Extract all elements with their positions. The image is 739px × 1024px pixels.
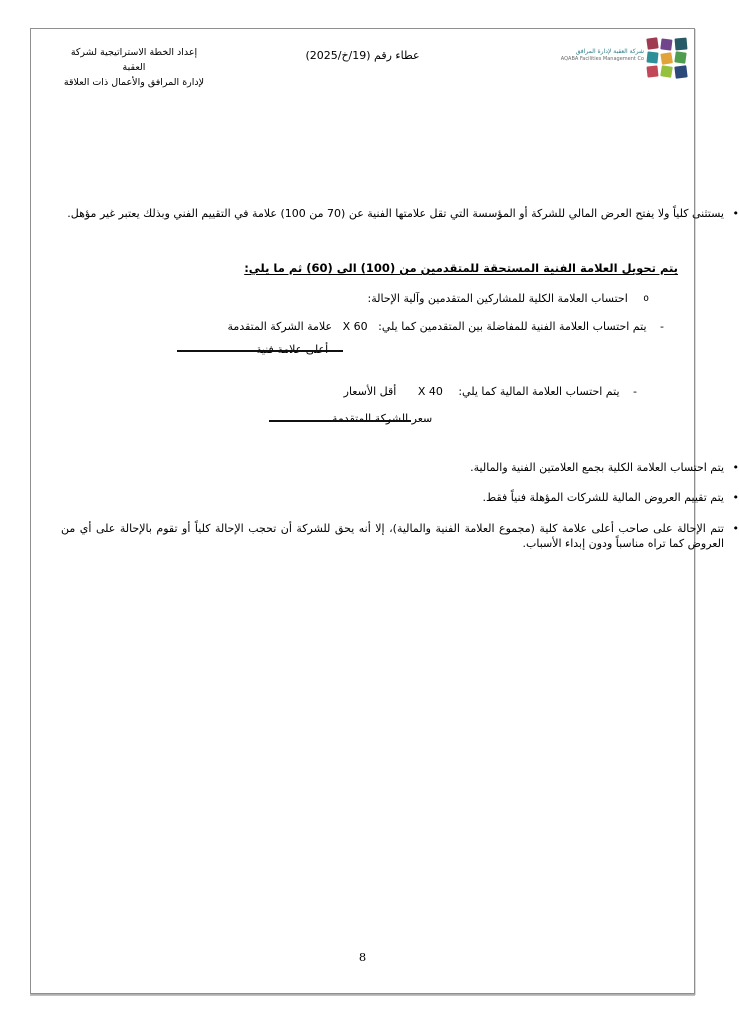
tender-number: عطاء رقم (19/خ/2025) xyxy=(305,49,420,62)
logo-squares-icon xyxy=(647,38,688,79)
logo-square xyxy=(674,37,687,50)
dash-bullet-icon: - xyxy=(633,385,637,398)
closing-bullet-financial-eval xyxy=(61,490,739,506)
exclusion-note-text: يستثنى كلياً ولا يفتح العرض المالي للشركة أو المؤسسة التي تقل علامتها الفنية عن (70 من 100) علامة في التقييم الفني وبذلك يعتبر غير مؤهل. xyxy=(67,207,724,220)
project-title-line2: لإدارة المرافق والأعمال ذات العلاقة xyxy=(63,77,205,88)
financial-formula-numerator: أقل الأسعار xyxy=(343,385,397,398)
total-score-sub-item xyxy=(61,291,649,308)
logo-square xyxy=(646,51,658,63)
financial-formula-denominator: سعر الشركة المتقدمة xyxy=(332,412,433,425)
bullet-icon: • xyxy=(732,491,739,504)
closing-bullet-award-text: تتم الإحالة على صاحب أعلى علامة كلية (مجموع العلامة الفنية والمالية)، إلا أنه يحق للشركة أن تحجب الإحالة كلياً أو تقوم بالإحالة على أي من العروض كما تراه مناسباً ودون إبداء الأسباب. xyxy=(61,521,724,550)
closing-bullet-total-text: يتم احتساب العلامة الكلية بجمع العلامتين الفنية والمالية. xyxy=(470,460,724,474)
closing-bullet-award xyxy=(61,521,739,552)
page-number: 8 xyxy=(358,950,367,964)
logo-square xyxy=(660,65,673,78)
logo-square xyxy=(646,65,658,77)
conversion-heading: يتم تحويل العلامة الفنية المستحقة للمتقدمين من (100) الى (60) ثم ما يلي: xyxy=(244,261,678,275)
company-logo xyxy=(561,38,688,79)
financial-formula-multiplier: X 40 xyxy=(417,385,443,398)
logo-square xyxy=(660,52,673,65)
technical-formula-line xyxy=(61,319,664,335)
technical-formula-numerator: علامة الشركة المتقدمة xyxy=(227,320,333,333)
company-logo-names xyxy=(561,48,644,62)
technical-formula-denominator: أعلى علامة فنية xyxy=(256,343,329,356)
circle-bullet-icon: o xyxy=(643,293,649,304)
technical-formula-multiplier: X 60 xyxy=(342,320,368,333)
closing-bullet-financial-eval-text: يتم تقييم العروض المالية للشركات المؤهلة فنياً فقط. xyxy=(482,491,724,504)
logo-square xyxy=(674,65,687,78)
bullet-icon: • xyxy=(732,521,739,535)
financial-formula-line xyxy=(61,384,637,400)
company-name-english: AQABA Facilities Management Co xyxy=(560,56,644,62)
bullet-icon: • xyxy=(732,207,739,220)
bullet-icon: • xyxy=(732,460,739,474)
dash-bullet-icon: - xyxy=(660,320,664,333)
company-name-arabic: شركة العقبة لإدارة المرافق xyxy=(575,48,644,55)
document-page xyxy=(30,28,739,994)
financial-formula-label: يتم احتساب العلامة المالية كما يلي: xyxy=(458,385,620,398)
technical-formula-fraction-bar xyxy=(177,350,343,352)
project-title-line1: إعداد الخطة الاستراتيجية لشركة العقبة xyxy=(70,47,198,73)
logo-square xyxy=(674,51,686,63)
closing-bullet-total xyxy=(61,460,739,476)
total-score-sub-item-text: احتساب العلامة الكلية للمشاركين المتقدمين وآلية الإحالة: xyxy=(367,292,628,305)
logo-square xyxy=(660,38,672,50)
exclusion-note-paragraph xyxy=(61,206,739,222)
financial-formula-fraction-bar xyxy=(269,420,411,422)
technical-formula-label: يتم احتساب العلامة الفنية للمفاضلة بين المتقدمين كما يلي: xyxy=(378,320,647,333)
logo-square xyxy=(646,37,658,49)
